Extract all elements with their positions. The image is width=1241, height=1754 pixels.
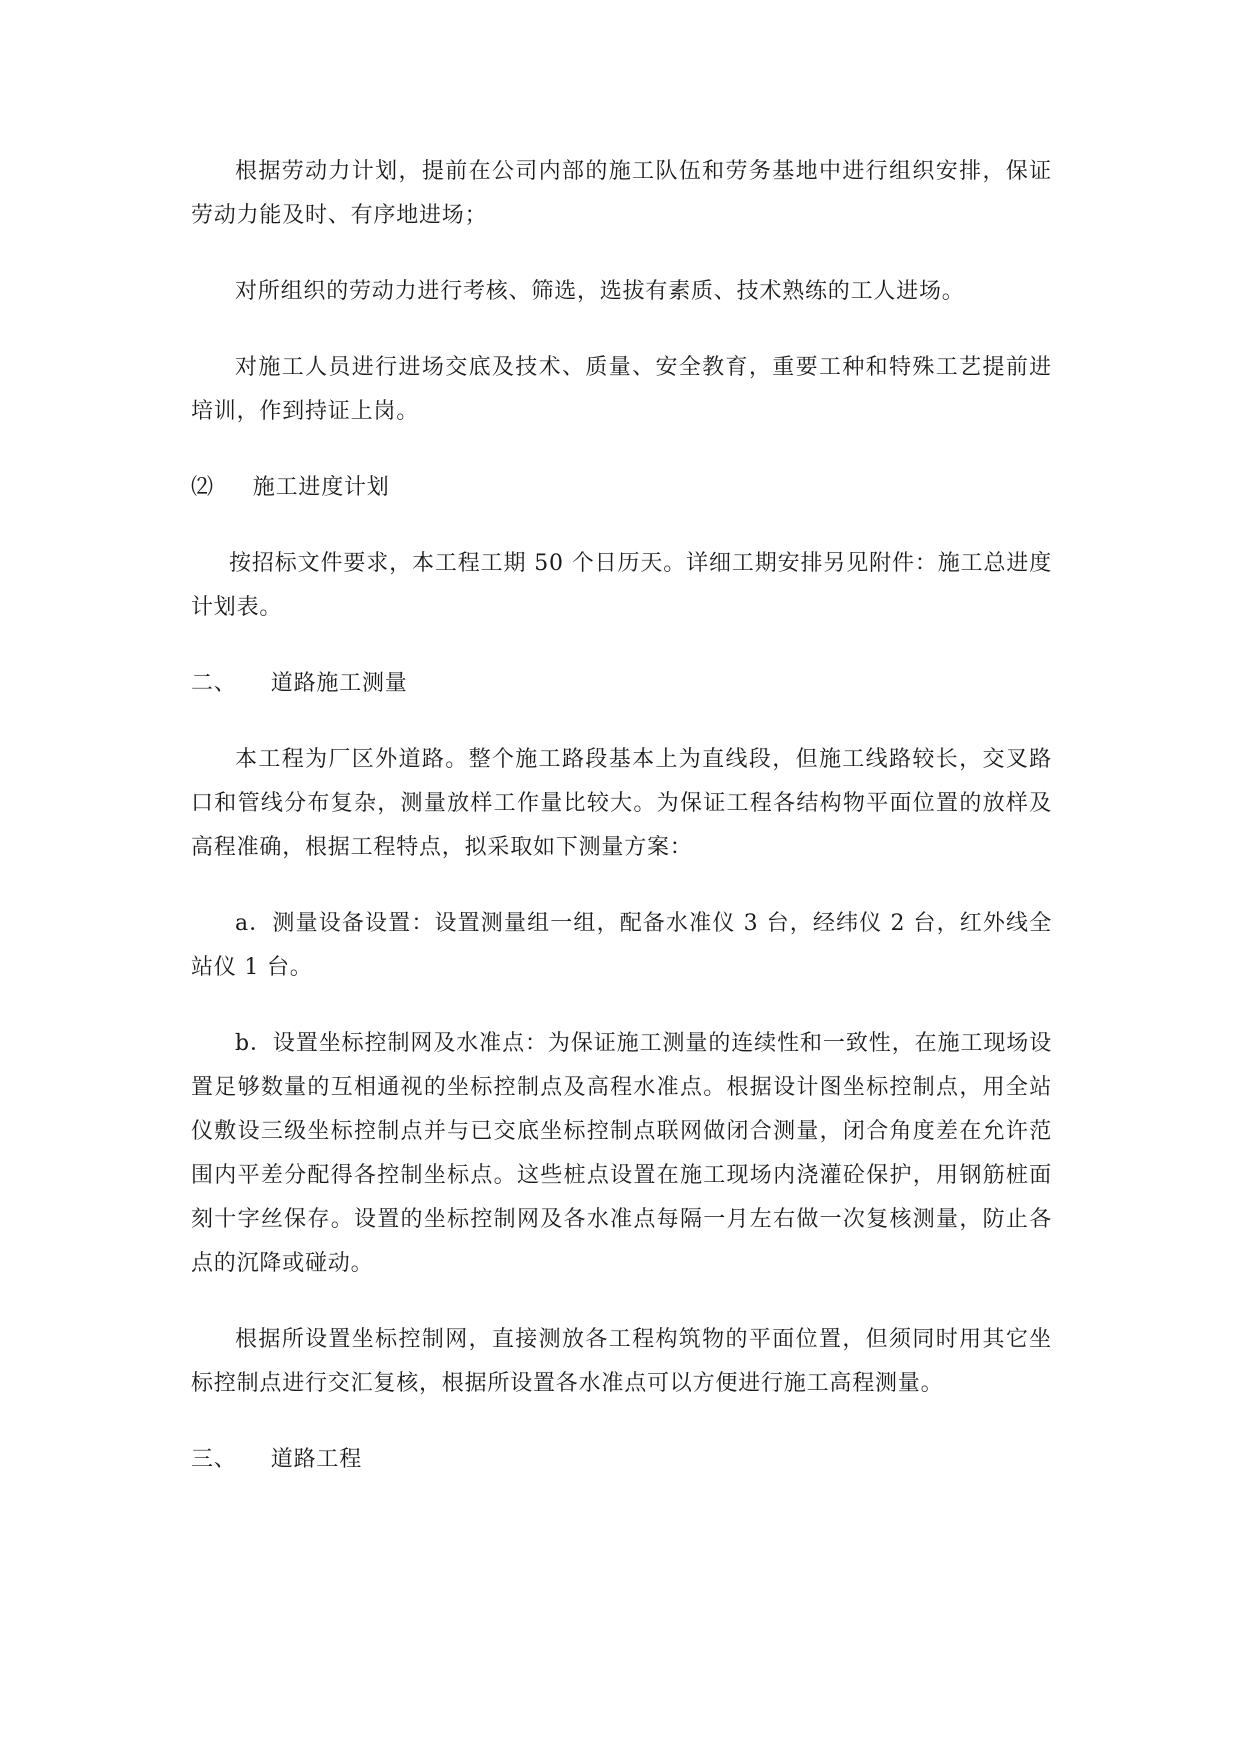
heading-road-works [191,1438,1052,1482]
heading-number: 三、 [191,1447,237,1472]
paragraph-labor-plan: 根据劳动力计划，提前在公司内部的施工队伍和劳务基地中进行组织安排，保证劳动力能及时、有序地进场； [191,159,1052,228]
paragraph-survey-equipment: a．测量设备设置：设置测量组一组，配备水准仪 3 台，经纬仪 2 台，红外线全站仪 1 台。 [191,911,1052,980]
document-body [191,150,1052,1514]
paragraph-training: 对施工人员进行进场交底及技术、质量、安全教育，重要工种和特殊工艺提前进培训，作到持证上岗。 [191,355,1052,424]
paragraph-survey-overview: 本工程为厂区外道路。整个施工路段基本上为直线段，但施工线路较长，交叉路口和管线分布复杂，测量放样工作量比较大。为保证工程各结构物平面位置的放样及高程准确，根据工程特点，拟采取如下测量方案： [191,747,1052,860]
heading-number: 二、 [191,671,237,696]
paragraph-duration: 按招标文件要求，本工程工期 50 个日历天。详细工期安排另见附件：施工总进度计划表。 [191,551,1052,620]
paragraph-layout-survey: 根据所设置坐标控制网，直接测放各工程构筑物的平面位置，但须同时用其它坐标控制点进行交汇复核，根据所设置各水准点可以方便进行施工高程测量。 [191,1327,1052,1396]
paragraph-labor-screening: 对所组织的劳动力进行考核、筛选，选拔有素质、技术熟练的工人进场。 [235,279,965,304]
heading-number: ⑵ [191,475,214,500]
heading-text: 道路施工测量 [270,671,408,696]
heading-text: 施工进度计划 [252,475,390,500]
paragraph-control-network: b．设置坐标控制网及水准点：为保证施工测量的连续性和一致性，在施工现场设置足够数量的互相通视的坐标控制点及高程水准点。根据设计图坐标控制点，用全站仪敷设三级坐标控制点并与已交底坐标控制点联网做闭合测量，闭合角度差在允许范围内平差分配得各控制坐标点。这些桩点设置在施工现场内浇灌砼保护，用钢筋桩面刻十字丝保存。设置的坐标控制网及各水准点每隔一月左右做一次复核测量，防止各点的沉降或碰动。 [191,1031,1052,1276]
heading-schedule [191,466,1052,510]
heading-survey [191,662,1052,706]
heading-text: 道路工程 [270,1447,362,1472]
